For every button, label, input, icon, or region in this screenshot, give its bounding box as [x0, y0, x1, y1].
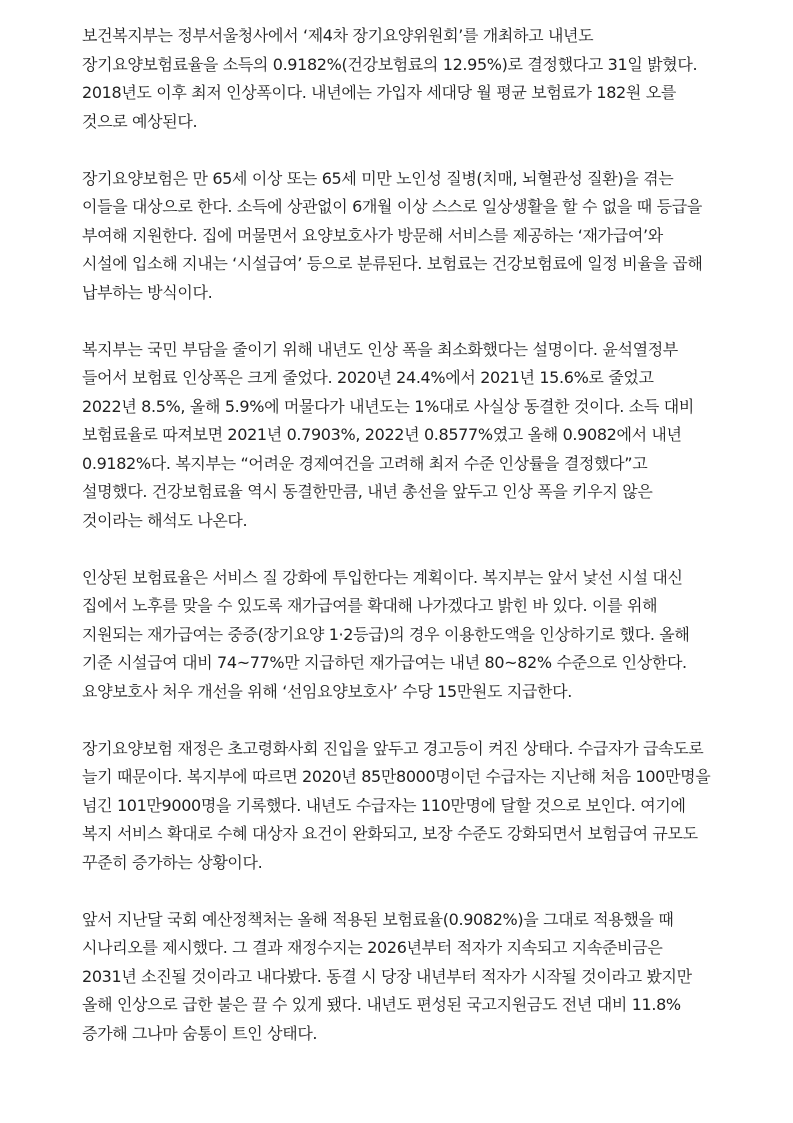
article-body [82, 22, 712, 1077]
paragraph-4: 인상된 보험료율은 서비스 질 강화에 투입한다는 계획이다. 복지부는 앞서 낯선 시설 대신 집에서 노후를 맞을 수 있도록 재가급여를 확대해 나가겠다고 밝힌 바 있다. 이를 위해 지원되는 재가급여는 중증(장기요양 1·2등급)의 경우 이용한도액을 인상하기로 했다. 올해 기준 시설급여 대비 74~77%만 지급하던 재가급여는 내년 80~82% 수준으로 인상한다. 요양보호사 처우 개선을 위해 ‘선임요양보호사’ 수당 15만원도 지급한다. [82, 567, 690, 701]
paragraph-6: 앞서 지난달 국회 예산정책처는 올해 적용된 보험료율(0.9082%)을 그대로 적용했을 때 시나리오를 제시했다. 그 결과 재정수지는 2026년부터 적자가 지속되고 지속준비금은 2031년 소진될 것이라고 내다봤다. 동결 시 당장 내년부터 적자가 시작될 것이라고 봤지만 올해 인상으로 급한 불은 끌 수 있게 됐다. 내년도 편성된 국고지원금도 전년 대비 11.8% 증가해 그나마 숨통이 트인 상태다. [82, 909, 692, 1043]
paragraph-1: 보건복지부는 정부서울청사에서 ‘제4차 장기요양위원회’를 개최하고 내년도 장기요양보험료율을 소득의 0.9182%(건강보험료의 12.95%)로 결정했다고 31일 밝혔다. 2018년도 이후 최저 인상폭이다. 내년에는 가입자 세대당 월 평균 보험료가 182원 오를 것으로 예상된다. [82, 26, 698, 131]
paragraph-5: 장기요양보험 재정은 초고령화사회 진입을 앞두고 경고등이 켜진 상태다. 수급자가 급속도로 늘기 때문이다. 복지부에 따르면 2020년 85만8000명이던 수급자는 지난해 처음 100만명을 넘긴 101만9000명을 기록했다. 내년도 수급자는 110만명에 달할 것으로 보인다. 여기에 복지 서비스 확대로 수혜 대상자 요건이 완화되고, 보장 수준도 강화되면서 보험급여 규모도 꾸준히 증가하는 상황이다. [82, 738, 711, 872]
paragraph-2: 장기요양보험은 만 65세 이상 또는 65세 미만 노인성 질병(치매, 뇌혈관성 질환)을 겪는 이들을 대상으로 한다. 소득에 상관없이 6개월 이상 스스로 일상생활을 할 수 없을 때 등급을 부여해 지원한다. 집에 머물면서 요양보호사가 방문해 서비스를 제공하는 ‘재가급여’와 시설에 입소해 지내는 ‘시설급여’ 등으로 분류된다. 보험료는 건강보험료에 일정 비율을 곱해 납부하는 방식이다. [82, 168, 703, 302]
paragraph-3: 복지부는 국민 부담을 줄이기 위해 내년도 인상 폭을 최소화했다는 설명이다. 윤석열정부 들어서 보험료 인상폭은 크게 줄었다. 2020년 24.4%에서 2021년 15.6%로 줄었고 2022년 8.5%, 올해 5.9%에 머물다가 내년도는 1%대로 사실상 동결한 것이다. 소득 대비 보험료율로 따져보면 2021년 0.7903%, 2022년 0.8577%였고 올해 0.9082에서 내년 0.9182%다. 복지부는 “어려운 경제여건을 고려해 최저 수준 인상률을 결정했다”고 설명했다. 건강보험료율 역시 동결한만큼, 내년 총선을 앞두고 인상 폭을 키우지 않은 것이라는 해석도 나온다. [82, 339, 694, 530]
